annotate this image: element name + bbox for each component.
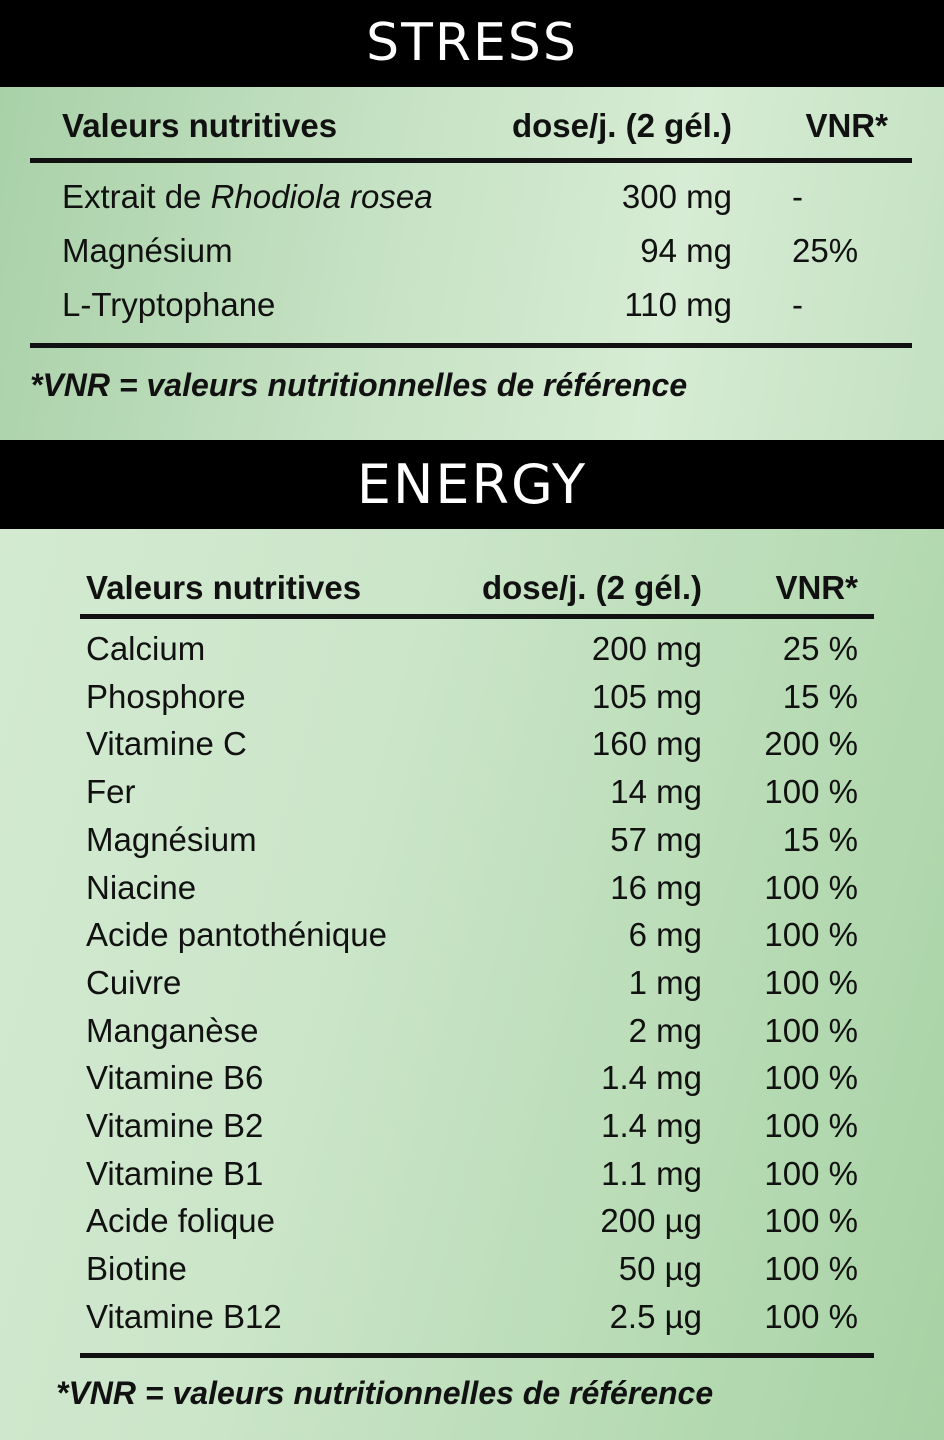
energy-row-dose: 160 mg [591,725,702,762]
energy-footer-rule [80,1353,874,1358]
energy-row-name: Biotine [86,1250,187,1287]
energy-row-dose: 16 mg [610,869,702,906]
energy-row-dose: 57 mg [610,821,702,858]
energy-row-name: Fer [86,773,136,810]
energy-row-dose: 50 µg [618,1250,702,1287]
energy-row-vnr: 25 % [782,630,858,667]
energy-row-name: Vitamine B6 [86,1059,264,1096]
energy-row-vnr: 15 % [782,821,858,858]
energy-title-banner [0,440,944,529]
energy-row-name: Vitamine B2 [86,1107,264,1144]
energy-row-vnr: 100 % [764,916,858,953]
energy-row-dose: 1.1 mg [601,1155,702,1192]
energy-header-name: Valeurs nutritives [86,569,362,606]
energy-row-vnr: 100 % [764,1202,858,1239]
energy-row-dose: 200 µg [600,1202,702,1239]
energy-row-dose: 14 mg [610,773,702,810]
energy-header-rule [80,614,874,619]
energy-row-vnr: 100 % [764,869,858,906]
stress-footnote: *VNR = valeurs nutritionnelles de référence [30,367,688,403]
stress-footer-rule [30,343,912,348]
stress-row-name-prefix: Extrait de [62,178,211,215]
energy-row-name: Acide folique [86,1202,275,1239]
energy-row-name: Acide pantothénique [86,916,387,953]
energy-row-vnr: 100 % [764,1250,858,1287]
energy-row-vnr: 100 % [764,964,858,1001]
energy-row-vnr: 15 % [782,678,858,715]
stress-header-rule [30,158,912,163]
energy-row-vnr: 100 % [764,1298,858,1335]
energy-row-dose: 2.5 µg [609,1298,702,1335]
stress-header-name: Valeurs nutritives [62,107,338,144]
energy-row-vnr: 100 % [764,1155,858,1192]
energy-row-dose: 1.4 mg [601,1059,702,1096]
energy-header-vnr: VNR* [775,569,858,606]
energy-row-dose: 105 mg [591,678,702,715]
energy-row-name: Phosphore [86,678,246,715]
energy-row-name: Calcium [86,630,206,667]
energy-footnote: *VNR = valeurs nutritionnelles de référence [56,1375,714,1411]
energy-row-dose: 6 mg [628,916,702,953]
energy-row-dose: 2 mg [628,1012,702,1049]
energy-row-dose: 200 mg [591,630,702,667]
energy-row-name: Manganèse [86,1012,259,1049]
energy-row-vnr: 200 % [764,725,858,762]
stress-row-name: L-Tryptophane [62,286,276,323]
stress-panel [0,87,944,440]
energy-row-name: Vitamine B12 [86,1298,282,1335]
energy-title: ENERGY [356,453,588,516]
energy-row-name: Niacine [86,869,197,906]
energy-panel [0,529,944,1440]
energy-row-dose: 1.4 mg [601,1107,702,1144]
energy-row-name: Vitamine B1 [86,1155,264,1192]
stress-header-dose: dose/j. (2 gél.) [511,107,732,144]
stress-title: STRESS [366,13,578,73]
energy-row-vnr: 100 % [764,773,858,810]
energy-row-name: Magnésium [86,821,257,858]
stress-row-name: Magnésium [62,232,233,269]
energy-row-vnr: 100 % [764,1012,858,1049]
energy-row-vnr: 100 % [764,1107,858,1144]
stress-header-vnr: VNR* [805,107,888,144]
energy-row-name: Vitamine C [86,725,247,762]
stress-row-dose: 94 mg [640,232,732,269]
energy-header-dose: dose/j. (2 gél.) [481,569,702,606]
energy-row-name: Cuivre [86,964,182,1001]
stress-row-name-italic: Rhodiola rosea [210,178,433,215]
energy-row-vnr: 100 % [764,1059,858,1096]
stress-row-dose: 110 mg [624,286,732,323]
stress-row-vnr: - [792,286,803,323]
stress-row-name [62,178,433,216]
stress-row-vnr: - [792,178,803,215]
stress-title-banner [0,0,944,87]
stress-row-dose: 300 mg [621,178,732,215]
energy-row-dose: 1 mg [628,964,702,1001]
stress-row-vnr: 25% [792,232,859,269]
